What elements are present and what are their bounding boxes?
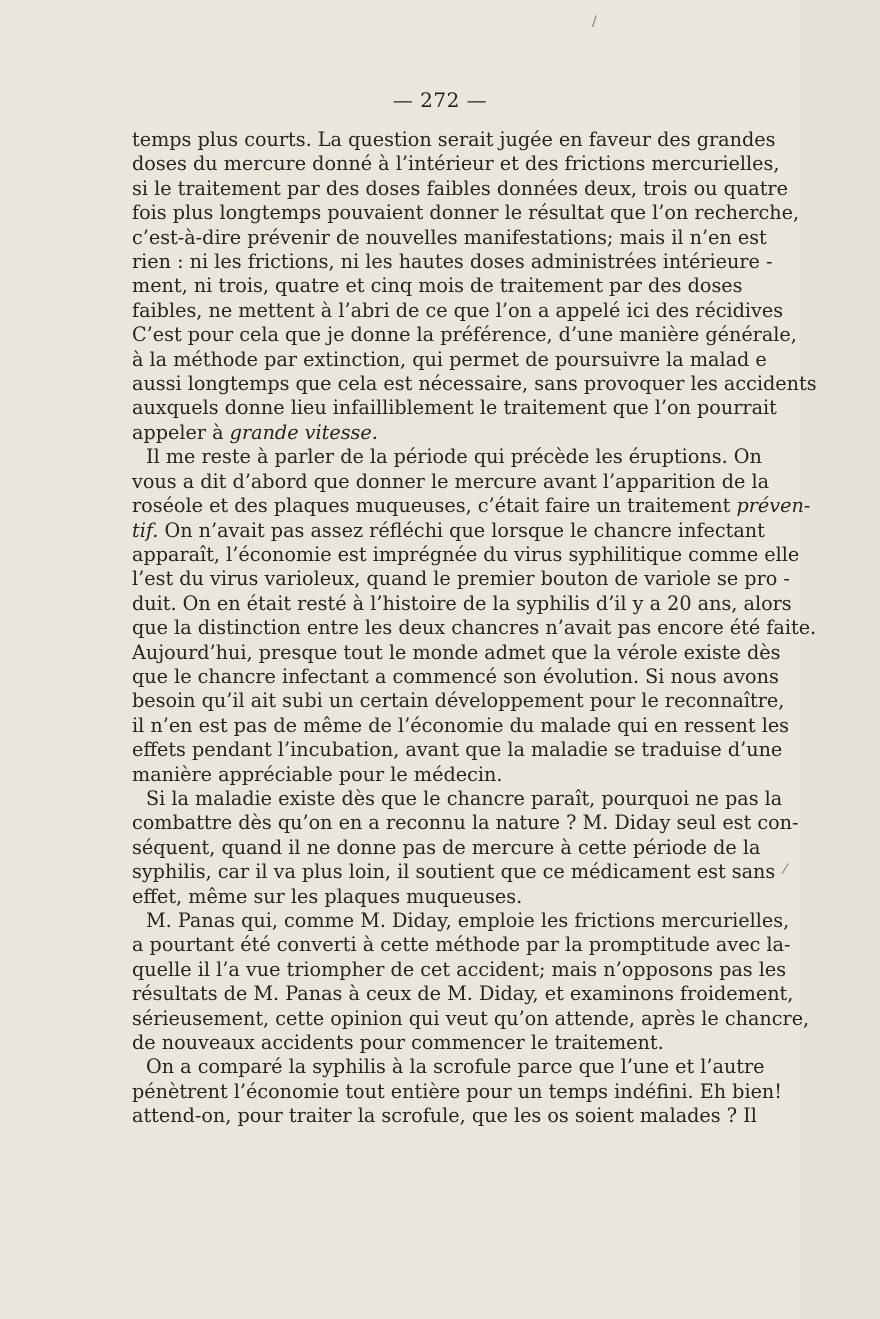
text-run: appeler à: [132, 420, 230, 444]
text-line: l’est du virus varioleux, quand le premier bouton de variole se pro -: [132, 567, 790, 591]
body-text: [132, 128, 817, 1129]
text-line: a pourtant été converti à cette méthode par la promptitude avec la-: [132, 933, 791, 957]
text-run: Il me reste à parler de la période qui précède les éruptions. On: [146, 445, 762, 469]
text-line: doses du mercure donné à l’intérieur et des frictions mercurielles,: [132, 152, 780, 176]
paragraph-2: [132, 445, 817, 787]
text-line: combattre dès qu’on en a reconnu la nature ? M. Diday seul est con-: [132, 811, 799, 835]
text-line: [132, 421, 730, 445]
text-run: roséole et des plaques muqueuses, c’était faire un traitement: [132, 494, 737, 518]
text-line: syphilis, car il va plus loin, il soutient que ce médicament est sans: [132, 860, 776, 884]
text-line: quelle il l’a vue triompher de cet accident; mais n’opposons pas les: [132, 957, 787, 981]
text-line: attend-on, pour traiter la scrofule, que les os soient malades ? Il: [132, 1104, 757, 1128]
text-line: séquent, quand il ne donne pas de mercure à cette période de la: [132, 835, 761, 859]
pencil-mark: /: [592, 14, 597, 30]
text-line: que le chancre infectant a commencé son évolution. Si nous avons: [132, 664, 779, 688]
text-line: fois plus longtemps pouvaient donner le résultat que l’on recherche,: [132, 201, 800, 225]
text-line: Aujourd’hui, presque tout le monde admet que la vérole existe dès: [132, 640, 781, 664]
text-line: vous a dit d’abord que donner le mercure avant l’apparition de la: [132, 469, 770, 493]
text-line: effet, même sur les plaques muqueuses.: [132, 884, 523, 908]
page-number: — 272 —: [392, 88, 488, 112]
text-line: aussi longtemps que cela est nécessaire, sans provoquer les accidents: [132, 372, 817, 396]
text-line: temps plus courts. La question serait jugée en faveur des grandes: [132, 128, 776, 151]
text-line: On a comparé la syphilis à la scrofule parce que l’une et l’autre: [146, 1055, 765, 1079]
text-line: il n’en est pas de même de l’économie du malade qui en ressent les: [132, 713, 790, 737]
text-line: ment, ni trois, quatre et cinq mois de traitement par des doses: [132, 274, 743, 298]
text-line: à la méthode par extinction, qui permet de poursuivre la malad e: [132, 347, 767, 371]
text-line: que la distinction entre les deux chancres n’avait pas encore été faite.: [132, 616, 817, 640]
text-line: duit. On en était resté à l’histoire de la syphilis d’il y a 20 ans, alors: [132, 591, 792, 615]
italic-run: préven-: [736, 494, 811, 518]
text-line: rien : ni les frictions, ni les hautes doses administrées intérieure -: [132, 250, 773, 274]
text-line: [132, 494, 811, 518]
text-line: [132, 518, 765, 543]
paragraph-1: [132, 128, 817, 445]
text-line: sérieusement, cette opinion qui veut qu’on attende, après le chancre,: [132, 1006, 810, 1030]
text-line: [132, 445, 762, 469]
text-line: de nouveaux accidents pour commencer le traitement.: [132, 1031, 664, 1055]
text-line: C’est pour cela que je donne la préférence, d’une manière générale,: [132, 323, 797, 347]
italic-run: tif.: [132, 518, 159, 542]
text-line: M. Panas qui, comme M. Diday, emploie les frictions mercurielles,: [146, 909, 790, 932]
text-line: si le traitement par des doses faibles données deux, trois ou quatre: [132, 176, 788, 200]
paragraph-4: [132, 909, 810, 1055]
pencil-mark: ⁄: [784, 862, 787, 878]
text-line: faibles, ne mettent à l’abri de ce que l’on a appelé ici des récidives: [132, 298, 784, 322]
text-run: On n’avait pas assez réfléchi que lorsque le chancre infectant: [158, 518, 765, 542]
text-line: effets pendant l’incubation, avant que la maladie se traduise d’une: [132, 738, 783, 762]
paragraph-3: [132, 786, 799, 909]
text-line: pénètrent l’économie tout entière pour un temps indéfini. Eh bien!: [132, 1079, 783, 1103]
text-line: auxquels donne lieu infailliblement le traitement que l’on pourrait: [132, 396, 777, 420]
paragraph-5: [132, 1055, 783, 1128]
text-line: Si la maladie existe dès que le chancre paraît, pourquoi ne pas la: [146, 786, 783, 810]
text-line: apparaît, l’économie est imprégnée du virus syphilitique comme elle: [132, 542, 800, 566]
text-line: besoin qu’il ait subi un certain développement pour le reconnaître,: [132, 689, 785, 713]
text-line: c’est-à-dire prévenir de nouvelles manifestations; mais il n’en est: [132, 225, 767, 249]
italic-run: grande vitesse.: [229, 420, 378, 444]
text-line: résultats de M. Panas à ceux de M. Diday, et examinons froidement,: [132, 982, 794, 1006]
text-line: manière appréciable pour le médecin.: [132, 762, 503, 786]
